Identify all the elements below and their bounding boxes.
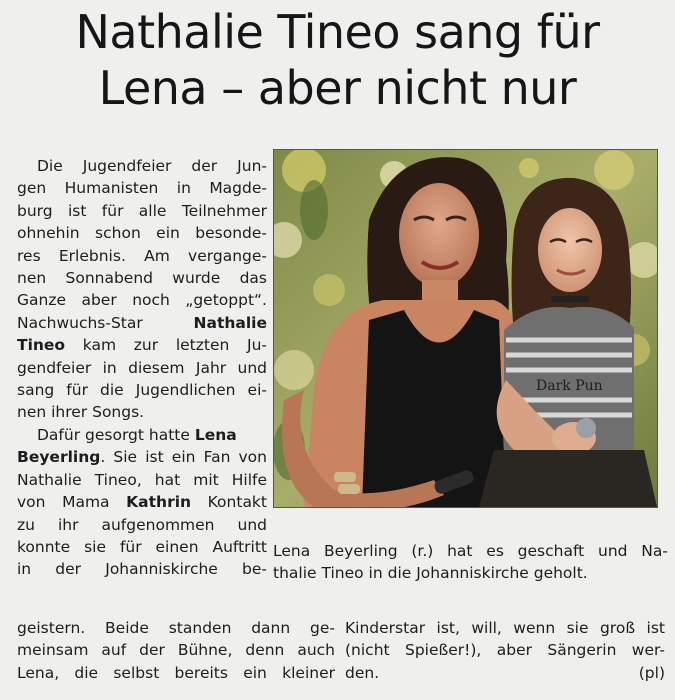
- body-line: Nathalie Tineo, hat mit Hilfe: [17, 470, 267, 489]
- body-line: in der Johanniskirche be-: [17, 560, 267, 579]
- body-line: nen Sonnabend wurde das: [17, 269, 267, 288]
- body-line: res Erlebnis. Am vergange-: [17, 246, 267, 265]
- photo-caption: [273, 540, 668, 585]
- body-line: zu ihr aufgenommen und: [17, 515, 267, 534]
- body-line: burg ist für alle Teilnehmer: [17, 201, 267, 220]
- body-line: (nicht Spießer!), aber Sängerin wer-: [345, 641, 665, 660]
- body-line: [17, 446, 267, 468]
- body-line: meinsam auf der Bühne, denn auch: [17, 641, 335, 660]
- author-initials: (pl): [638, 663, 665, 682]
- body-text: . Sie ist ein Fan von: [100, 448, 267, 467]
- bold-name: Kathrin: [126, 493, 192, 512]
- bold-name: Lena: [194, 425, 237, 444]
- article-headline: [0, 4, 675, 116]
- article-photo: [273, 149, 658, 508]
- caption-line: Lena Beyerling (r.) hat es geschaft und Na-: [273, 542, 668, 560]
- body-line: [17, 334, 267, 356]
- bold-name: Beyerling: [17, 448, 101, 467]
- body-line: geistern. Beide standen dann ge-: [17, 619, 335, 637]
- body-line: sang für die Jugendlichen ei-: [17, 381, 267, 400]
- body-text: Kontakt: [191, 493, 267, 512]
- body-line-signoff: [345, 662, 665, 684]
- body-line: [17, 312, 267, 334]
- bold-name: Nathalie: [193, 313, 267, 332]
- body-text: den.: [345, 663, 380, 682]
- body-line: Ganze aber noch „getoppt“.: [17, 291, 267, 310]
- headline-line-2: Lena – aber nicht nur: [98, 61, 577, 115]
- article-body-column-2: [345, 617, 665, 684]
- body-line: ohnehin schon ein besonde-: [17, 224, 267, 243]
- body-line: [17, 424, 267, 446]
- bold-name: Tineo: [17, 336, 66, 355]
- photo-illustration: [274, 150, 657, 507]
- body-line: Lena, die selbst bereits ein kleiner: [17, 663, 335, 682]
- body-line: nen ihrer Songs.: [17, 403, 145, 422]
- body-text: von Mama: [17, 493, 127, 512]
- headline-line-1: Nathalie Tineo sang für: [75, 5, 600, 59]
- article-body-column-1: [17, 155, 267, 581]
- article-body-continuation: [17, 617, 335, 684]
- body-line: gen Humanisten in Magde-: [17, 179, 267, 198]
- body-line: Kinderstar ist, will, wenn sie groß ist: [345, 619, 665, 637]
- body-text: Dafür gesorgt hatte: [37, 425, 195, 444]
- body-line: konnte sie für einen Auftritt: [17, 537, 267, 556]
- body-line: [17, 491, 267, 513]
- body-text: Nachwuchs-Star: [17, 313, 143, 332]
- shirt-print-text: Dark Pun: [536, 378, 603, 394]
- caption-line: thalie Tineo in die Johanniskirche geholt.: [273, 564, 588, 583]
- body-line: gendfeier in diesem Jahr und: [17, 358, 267, 377]
- body-text: kam zur letzten Ju-: [65, 336, 267, 355]
- body-line: Die Jugendfeier der Jun-: [37, 157, 267, 175]
